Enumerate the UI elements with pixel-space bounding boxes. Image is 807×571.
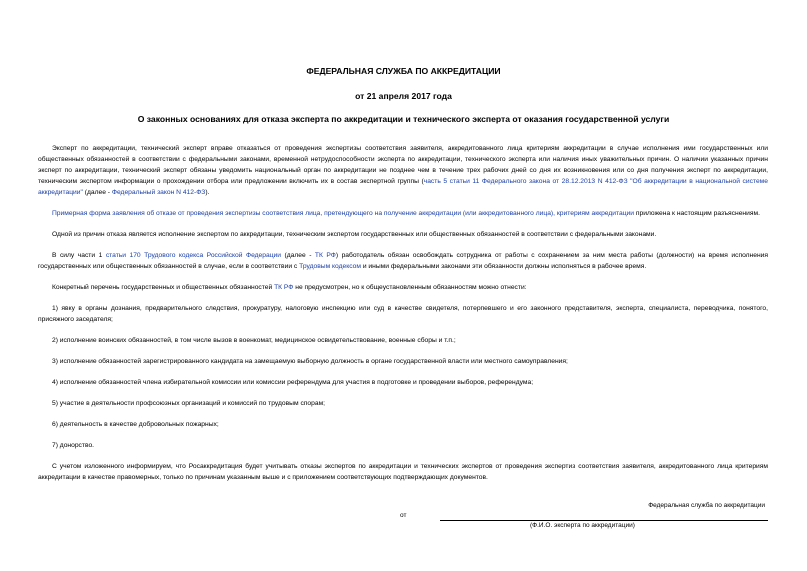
list-item-1: 1) явку в органы дознания, предварительного следствия, прокуратуру, налоговую инспекцию или суд в качестве свидетеля, потерпевшего и его законного представителя, эксперта, специалиста, переводчика, понятого, присяжного заседателя; [38,305,768,323]
law-412-article-link[interactable]: часть 5 статьи 11 Федерального закона от 28.12.2013 N 412-ФЗ "Об аккредитации в национальной системе аккредитации" [38,178,769,196]
list-item-3: 3) исполнение обязанностей зарегистрированного кандидата на замещаемую выборную должность в органе государственной власти или местного самоуправления; [52,358,568,365]
paragraph-1-text-a: Эксперт по аккредитации, технический эксперт вправе отказаться от проведения экспертизы соответствия заявителя, аккредитованного лица критериям аккредитации в случае исполнения ими государственных или общественных обязанностей в соответствии с федеральными законами, временной нетрудоспособности эксперта по аккредитации, технического эксперта или наличия иных уважительных причин. О наличии указанных причин эксперт по аккредитации, технический эксперт обязаны уведомить национальный орган по аккредитации не позднее чем в течение трех рабочих дней со дня их возникновения или со дня получения эксперт по аккредитации, техническим экспертом информации о прохождении отбора или предложении включить их в состав экспертной группы ( [38,145,768,185]
paragraph-2-text: приложена к настоящим разъяснениям. [634,210,760,217]
paragraph-conclusion: С учетом изложенного информируем, что Росаккредитация будет учитывать отказы экспертов по аккредитации и технических экспертов от проведения экспертиз соответствия заявителя, аккредитованного лица критериям аккредитации в качестве правомерных, только по причинам указанным выше и с приложением соответствующих подтверждающих документов. [38,463,768,481]
list-item-4: 4) исполнение обязанностей члена избирательной комиссии или комиссии референдума для участия в подготовке и проведении выборов, референдума; [52,379,534,386]
list-item-6: 6) деятельность в качестве добровольных пожарных; [52,421,219,428]
paragraph-2 [38,208,768,219]
organization-title: ФЕДЕРАЛЬНАЯ СЛУЖБА ПО АККРЕДИТАЦИИ [306,66,501,76]
labor-code-article-link[interactable]: статьи 170 Трудового кодекса Российской Федерации [105,252,282,259]
labor-code-ref-link[interactable]: ТК РФ [274,284,294,291]
labor-code-link[interactable]: Трудовым кодексом [299,263,361,270]
signature-line [440,520,768,521]
paragraph-1-text-c: ). [205,189,210,196]
paragraph-4-text-c: ) работодатель обязан освобождать сотрудника от работы с сохранением за ним места работы (должности) на время исполнения государственных или общественных обязанностей в случае, если в соответствии с [38,252,769,270]
paragraph-4 [38,250,768,272]
document-body [38,143,768,493]
document-subject: О законных основаниях для отказа эксперта по аккредитации и технического эксперта от оказания государственной услуги [137,114,670,124]
paragraph-4-text-a: В силу части 1 [52,252,106,259]
paragraph-4-text-b: (далее - [281,252,315,259]
paragraph-5-text-b: не предусмотрен, но к общеустановленным обязанностям можно отнести: [293,284,527,291]
paragraph-4-text-d: и иными федеральными законами эти обязанности должны исполняться в рабочее время. [360,263,647,270]
paragraph-5-text-a: Конкретный перечень государственных и общественных обязанностей [52,284,275,291]
list-item-7: 7) донорство. [52,442,95,449]
paragraph-1-text-b: (далее - [82,189,112,196]
sample-form-link[interactable]: Примерная форма заявления об отказе от проведения экспертизы соответствия лица, претендующего на получение аккредитации (или аккредитованного лица), критериям аккредитации [52,210,635,217]
law-412-short-link[interactable]: Федеральный закон N 412-ФЗ [111,189,206,196]
signature-from-label: от [400,512,407,519]
document-date: от 21 апреля 2017 года [355,91,452,101]
list-item-2: 2) исполнение воинских обязанностей, в том числе вызов в военкомат, медицинское освидетельствование, военные сборы и т.п.; [52,337,456,344]
paragraph-5 [38,282,768,293]
labor-code-short-link[interactable]: ТК РФ [314,252,336,259]
paragraph-1 [38,143,768,198]
signature-caption: (Ф.И.О. эксперта по аккредитации) [530,522,635,529]
list-item-5: 5) участие в деятельности профсоюзных организаций и комиссий по трудовым спорам; [52,400,326,407]
paragraph-3: Одной из причин отказа является исполнение экспертом по аккредитации, техническим экспертом государственных или общественных обязанностей в соответствии с федеральными законами. [52,231,657,238]
signature-organization: Федеральная служба по аккредитации [648,502,765,509]
